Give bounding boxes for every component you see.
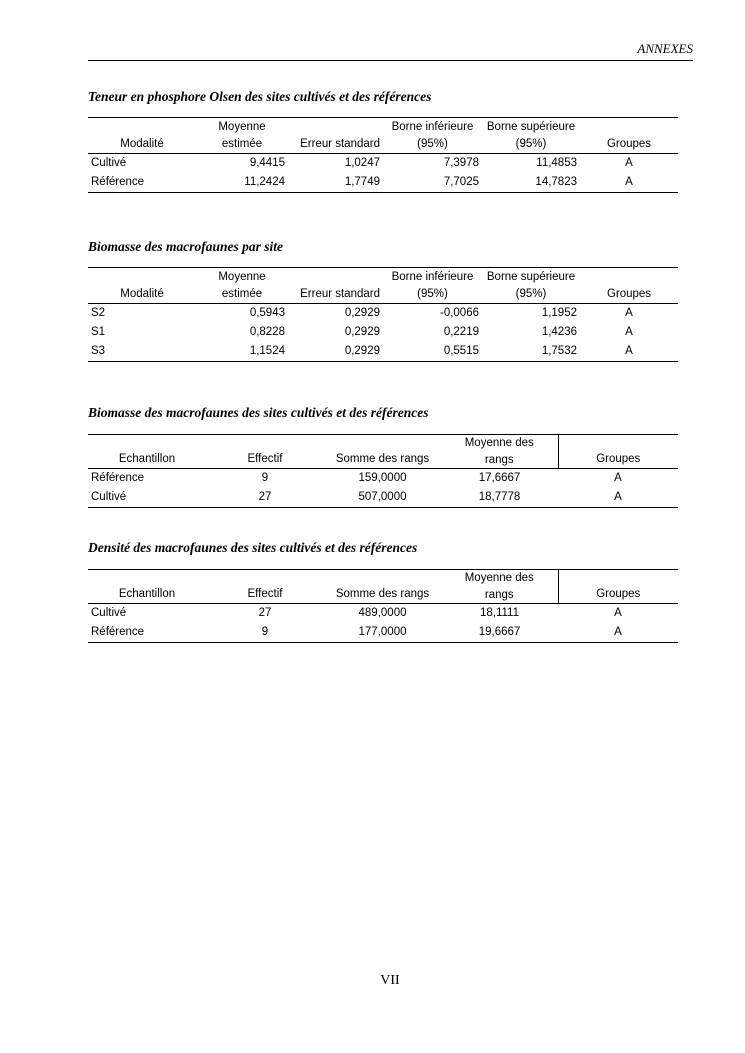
table-cell: S1 xyxy=(91,326,106,338)
col-header: Borne supérieure (95%) xyxy=(486,121,576,150)
table-cell: 0,5515 xyxy=(443,345,479,357)
col-header: Somme des rangs xyxy=(335,452,430,465)
col-header: Moyenne estimée xyxy=(218,121,266,150)
table3-title: Biomasse des macrofaunes des sites cultivés et des références xyxy=(88,405,429,420)
col-header: Erreur standard xyxy=(300,287,380,300)
col-header: Groupes xyxy=(558,570,678,604)
col-header: Somme des rangs xyxy=(335,587,430,600)
table-cell: 1,7749 xyxy=(344,176,380,188)
table2-title: Biomasse des macrofaunes par site xyxy=(88,239,284,254)
table-cell: 0,2929 xyxy=(344,326,380,338)
table1-header-row xyxy=(88,118,678,154)
table-cell: 11,4853 xyxy=(536,157,577,169)
table-cell: 9 xyxy=(261,626,269,638)
table-cell: 1,0247 xyxy=(344,157,380,169)
table-cell: Référence xyxy=(91,626,145,638)
table-cell: 27 xyxy=(258,607,272,619)
table-cell: 0,8228 xyxy=(249,326,285,338)
table-row xyxy=(88,323,678,342)
table1-title: Teneur en phosphore Olsen des sites cultivés et des références xyxy=(88,89,432,104)
table-cell: 177,0000 xyxy=(358,626,407,638)
col-header: Effectif xyxy=(247,452,283,465)
table-cell: A xyxy=(614,626,622,638)
col-header: Borne inférieure (95%) xyxy=(391,121,474,150)
table-cell: Référence xyxy=(91,176,145,188)
table-row xyxy=(88,469,678,489)
table-row xyxy=(88,488,678,508)
table-cell: 1,1524 xyxy=(249,345,285,357)
col-header: Modalité xyxy=(120,287,164,300)
table-cell: 507,0000 xyxy=(358,491,407,503)
table-cell: Référence xyxy=(91,472,145,484)
table-cell: A xyxy=(625,326,633,338)
table-cell: 0,2219 xyxy=(443,326,479,338)
col-header: Moyenne des rangs xyxy=(464,572,534,601)
table-cell: A xyxy=(625,176,633,188)
col-header: Groupes xyxy=(606,287,652,300)
col-header: Groupes xyxy=(606,137,652,150)
col-header: Modalité xyxy=(120,137,164,150)
col-header: Borne inférieure (95%) xyxy=(391,271,474,300)
col-header: Moyenne estimée xyxy=(218,271,266,300)
table-cell: S2 xyxy=(91,307,106,319)
table2 xyxy=(88,267,678,362)
table-cell: 9,4415 xyxy=(249,157,285,169)
table-cell: 7,3978 xyxy=(443,157,479,169)
table-cell: A xyxy=(625,307,633,319)
table-cell: A xyxy=(625,345,633,357)
table-cell: Cultivé xyxy=(91,607,127,619)
table-cell: 489,0000 xyxy=(358,607,407,619)
table-row xyxy=(88,342,678,362)
table-cell: -0,0066 xyxy=(439,307,479,319)
table-cell: 18,1111 xyxy=(479,607,519,619)
table4-header-row xyxy=(88,570,678,604)
page-number: VII xyxy=(380,973,400,988)
page-header xyxy=(88,41,693,61)
table-cell: 1,4236 xyxy=(541,326,577,338)
table-cell: 17,6667 xyxy=(478,472,521,484)
col-header: Groupes xyxy=(558,435,678,469)
col-header: Borne supérieure (95%) xyxy=(486,271,576,300)
col-header: Echantillon xyxy=(118,587,176,600)
table-cell: 1,7532 xyxy=(541,345,577,357)
table-cell: 19,6667 xyxy=(478,626,521,638)
table-cell: 1,1952 xyxy=(541,307,577,319)
table1 xyxy=(88,117,678,193)
table-cell: 27 xyxy=(258,491,272,503)
table2-header-row xyxy=(88,268,678,304)
table-cell: 9 xyxy=(261,472,269,484)
table4 xyxy=(88,569,678,643)
col-header: Effectif xyxy=(247,587,283,600)
table-row xyxy=(88,304,678,324)
table-cell: A xyxy=(614,491,622,503)
table-row xyxy=(88,604,678,624)
col-header: Moyenne des rangs xyxy=(464,437,534,466)
table-cell: A xyxy=(614,472,622,484)
table-cell: 7,7025 xyxy=(443,176,479,188)
table-cell: 11,2424 xyxy=(244,176,285,188)
table-cell: 159,0000 xyxy=(358,472,407,484)
table-cell: S3 xyxy=(91,345,106,357)
table-cell: 0,2929 xyxy=(344,307,380,319)
col-header: Erreur standard xyxy=(300,137,380,150)
table-cell: 18,7778 xyxy=(478,491,521,503)
table4-title: Densité des macrofaunes des sites cultivés et des références xyxy=(88,540,418,555)
table-cell: 0,2929 xyxy=(344,345,380,357)
table3 xyxy=(88,434,678,508)
header-label: ANNEXES xyxy=(637,41,693,56)
table-cell: A xyxy=(614,607,622,619)
table3-header-row xyxy=(88,435,678,469)
col-header: Echantillon xyxy=(118,452,176,465)
table-row xyxy=(88,623,678,643)
table-cell: A xyxy=(625,157,633,169)
table-cell: Cultivé xyxy=(91,491,127,503)
table-cell: 14,7823 xyxy=(535,176,577,188)
table-row xyxy=(88,154,678,174)
table-row xyxy=(88,173,678,193)
table-cell: 0,5943 xyxy=(249,307,285,319)
table-cell: Cultivé xyxy=(91,157,127,169)
